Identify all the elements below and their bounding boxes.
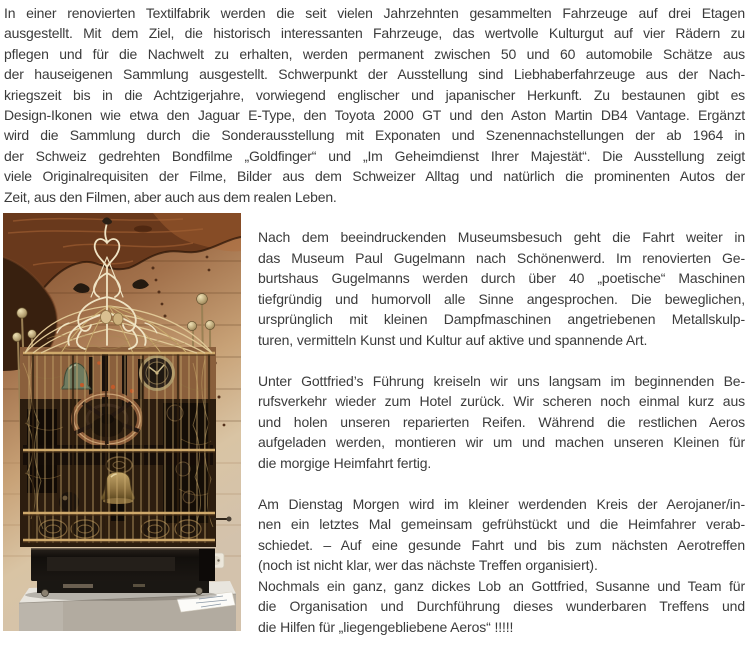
text-line: der hauseigenen Sammlung ausgestellt. Schwerpunkt der Ausstellung sind Liebhaberfahrzeuge aus der Nach- [4, 66, 745, 83]
text-line: kriegszeit bis in die Achtzigerjahre, vorwiegend englischer und japanischer Herkunft. Zu bestaunen gibt es [4, 86, 745, 103]
text-line: pflegen und für die Nachwelt zu erhalten, werden permanent zwischen 50 und 60 automobile Schätze aus [4, 45, 745, 62]
paragraph-rueckfahrt-hotel [258, 371, 745, 474]
text-line: Zeit, aus den Filmen, aber auch aus dem realen Leben. [4, 188, 337, 205]
text-line: ursprünglich mit kleinen Dampfmaschinen angetriebenen Metallskulp- [258, 311, 745, 327]
text-line: Nochmals ein ganz, ganz dickes Lob an Gottfried, Susanne und Team für [258, 577, 745, 594]
text-line: Unter Gottfried’s Führung kreiseln wir uns langsam im beginnenden Be- [258, 372, 745, 389]
text-line: die Hilfen für „liegengebliebene Aeros“ !!!!! [258, 618, 514, 635]
text-line: viele Originalrequisiten der Filme, Bilder aus dem Schweizer Alltag und natürlich die prominenten Autos der [4, 168, 745, 185]
right-column [258, 227, 745, 637]
base-box [31, 549, 215, 597]
text-line: nen ein letztes Mal gemeinsam gefrühstückt und die Heimfahrer verab- [258, 516, 745, 532]
paragraph-museum-gugelmann [258, 227, 745, 350]
text-line: das Museum Paul Gugelmann nach Schönenwerd. Im renovierten Ge- [258, 249, 745, 266]
text-line: schiedet. – Auf eine gesunde Fahrt und bis zum nächsten Aerotreffen [258, 536, 745, 553]
text-line: die morgige Heimfahrt fertig. [258, 454, 432, 471]
text-line: aufgeladen werden, montieren wir um und machen unseren Kleinen für [258, 434, 745, 450]
text-line: und holen unseren reparierten Reifen. Während die restlichen Aeros [258, 413, 745, 430]
text-line: rufsverkehr wieder zum Hotel zurück. Wir scheren noch einmal kurz aus [258, 393, 745, 409]
text-line: Design-Ikonen wie etwa den Jaguar E-Type, den Toyota 2000 GT und den Aston Martin DB4 Vantage. Ergänzt [4, 106, 745, 123]
sculpture-photo-svg [3, 213, 241, 631]
text-line: die Organisation und Durchführung dieses wunderbaren Treffens und [258, 598, 745, 614]
text-line: burtshaus Gugelmanns werden durch über 40 „poetische“ Maschinen [258, 270, 745, 286]
machinery [20, 347, 216, 547]
text-line: Am Dienstag Morgen wird im kleiner werdenden Kreis der Aerojaner/in- [258, 495, 745, 512]
text-line: In einer renovierten Textilfabrik werden die seit vielen Jahrzehnten gesammelten Fahrzeuge auf drei Etagen [4, 5, 745, 21]
text-line: der Schweiz gedrehten Bondfilme „Goldfinger“ und „Im Geheimdienst Ihrer Majestät“. Die Ausstellung zeigt [4, 147, 745, 164]
paragraph-abschied-dank [258, 494, 745, 638]
text-line: (noch ist nicht klar, wer das nächste Treffen organisiert). [258, 557, 598, 573]
text-line: Nach dem beeindruckenden Museumsbesuch geht die Fahrt weiter in [258, 229, 745, 245]
text-line: wird die Sammlung durch die Sonderausstellung mit Exponaten und Szenennachstellungen der ab 1964 in [4, 127, 745, 144]
text-line: tiefgründig und humorvoll alle Sinne angesprochen. Die beweglichen, [258, 290, 745, 307]
text-line: ausgestellt. Mit dem Ziel, die historisch interessanten Fahrzeuge, das wertvolle Kulturgut auf vier Rädern zu [4, 25, 745, 42]
sculpture-photo [3, 213, 241, 631]
intro-paragraph [4, 3, 745, 207]
text-line: turen, vermitteln Kunst und Kultur auf aktive und spannende Art. [258, 331, 648, 348]
